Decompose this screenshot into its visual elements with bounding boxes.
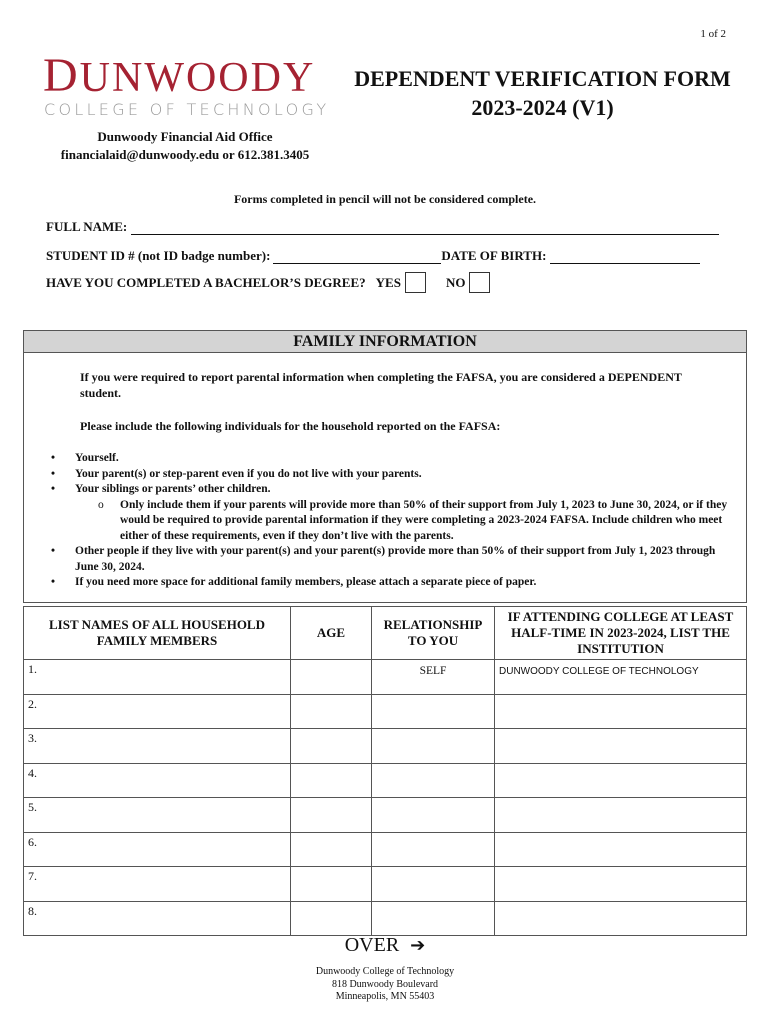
table-row [24, 798, 747, 833]
yes-label: YES [375, 274, 401, 290]
footer-address [0, 966, 770, 1004]
member-name-cell[interactable]: 3. [24, 729, 291, 764]
bachelor-row [46, 272, 490, 293]
family-information-section [23, 330, 747, 603]
member-institution-cell[interactable] [495, 694, 747, 729]
over-label [0, 934, 770, 957]
full-name-label: FULL NAME: [46, 219, 128, 234]
office-contact: financialaid@dunwoody.edu or 612.381.3405 [60, 147, 310, 162]
footer-line3: Minneapolis, MN 55403 [335, 991, 435, 1002]
member-age-cell[interactable] [291, 729, 372, 764]
member-age-cell[interactable] [291, 832, 372, 867]
table-row [24, 867, 747, 902]
member-name-cell[interactable]: 5. [24, 798, 291, 833]
full-name-field[interactable] [131, 220, 719, 235]
member-age-cell[interactable] [291, 867, 372, 902]
arrow-right-icon: ➔ [410, 935, 426, 956]
member-name-cell[interactable]: 4. [24, 763, 291, 798]
member-institution-cell[interactable] [495, 763, 747, 798]
bullet-more-space: • If you need more space for additional family members, please attach a separate piece of paper. [24, 575, 746, 591]
family-intro: If you were required to report parental information when completing the FAFSA, you are considered a DEPENDENT student. [80, 370, 682, 400]
table-row [24, 660, 747, 695]
office-name: Dunwoody Financial Aid Office [97, 129, 273, 144]
table-row [24, 729, 747, 764]
member-age-cell[interactable] [291, 798, 372, 833]
bullet-yourself: • Yourself. [24, 451, 746, 467]
table-header-row [24, 607, 747, 660]
member-name-cell[interactable]: 6. [24, 832, 291, 867]
form-title [340, 64, 745, 122]
member-age-cell[interactable] [291, 660, 372, 695]
member-age-cell[interactable] [291, 763, 372, 798]
yes-checkbox[interactable] [405, 272, 426, 293]
full-name-row [46, 219, 719, 235]
student-id-label: STUDENT ID # (not ID badge number): [46, 248, 271, 263]
table-row [24, 832, 747, 867]
member-institution-cell[interactable] [495, 832, 747, 867]
member-relationship-cell[interactable] [372, 867, 495, 902]
member-institution-cell[interactable]: DUNWOODY COLLEGE OF TECHNOLOGY [495, 660, 747, 695]
member-age-cell[interactable] [291, 694, 372, 729]
member-institution-cell[interactable] [495, 798, 747, 833]
member-institution-cell[interactable] [495, 729, 747, 764]
office-info [44, 128, 326, 164]
family-header: FAMILY INFORMATION [24, 331, 746, 353]
no-checkbox[interactable] [469, 272, 490, 293]
member-institution-cell[interactable] [495, 901, 747, 936]
bullet-parents: • Your parent(s) or step-parent even if you do not live with your parents. [24, 467, 746, 483]
member-relationship-cell[interactable] [372, 694, 495, 729]
col-names-header: LIST NAMES OF ALL HOUSEHOLD FAMILY MEMBERS [24, 607, 291, 660]
family-bullet-list [24, 451, 746, 591]
member-name-cell[interactable]: 2. [24, 694, 291, 729]
pencil-notice: Forms completed in pencil will not be considered complete. [233, 192, 537, 206]
dob-field[interactable] [550, 249, 700, 264]
family-include-note: Please include the following individuals for the household reported on the FAFSA: [80, 419, 501, 433]
member-age-cell[interactable] [291, 901, 372, 936]
sub-bullet-support: o Only include them if your parents will provide more than 50% of their support from July 1, 2023 to June 30, 2024, or if they would be required to provide parental information if they were completing a 2023-2024 FAFSA. Include children who meet either of these requirements, even if they don’t live with the parents. [24, 498, 746, 545]
col-age-header: AGE [291, 607, 372, 660]
col-institution-header: IF ATTENDING COLLEGE AT LEAST HALF-TIME IN 2023-2024, LIST THE INSTITUTION [495, 607, 747, 660]
form-title-line2: 2023-2024 (V1) [471, 95, 614, 120]
college-logo [43, 49, 316, 102]
footer-line2: 818 Dunwoody Boulevard [331, 978, 439, 990]
member-name-cell[interactable]: 7. [24, 867, 291, 902]
member-institution-cell[interactable] [495, 867, 747, 902]
logo-subtitle: COLLEGE OF TECHNOLOGY [44, 100, 330, 119]
footer-line1: Dunwoody College of Technology [315, 966, 455, 977]
no-label: NO [445, 274, 466, 290]
member-relationship-cell[interactable] [372, 729, 495, 764]
logo-rest: UNWOODY [79, 55, 316, 101]
member-relationship-cell[interactable]: SELF [372, 660, 495, 695]
member-relationship-cell[interactable] [372, 798, 495, 833]
col-relationship-header: RELATIONSHIP TO YOU [372, 607, 495, 660]
logo-first-letter: D [43, 49, 80, 102]
over-text: OVER [344, 934, 400, 956]
member-name-cell[interactable]: 8. [24, 901, 291, 936]
bachelor-label: HAVE YOU COMPLETED A BACHELOR’S DEGREE? [46, 274, 366, 290]
household-members-table [23, 606, 747, 936]
member-relationship-cell[interactable] [372, 832, 495, 867]
student-id-row [46, 248, 700, 264]
table-row [24, 901, 747, 936]
bullet-siblings: • Your siblings or parents’ other children. [24, 482, 746, 498]
table-row [24, 763, 747, 798]
table-row [24, 694, 747, 729]
student-id-field[interactable] [273, 249, 441, 264]
member-relationship-cell[interactable] [372, 901, 495, 936]
member-name-cell[interactable]: 1. [24, 660, 291, 695]
member-relationship-cell[interactable] [372, 763, 495, 798]
dob-label: DATE OF BIRTH: [441, 248, 547, 263]
bullet-other-people: • Other people if they live with your parent(s) and your parent(s) provide more than 50% of their support from July 1, 2023 through June 30, 2024. [24, 544, 746, 575]
form-title-line1: DEPENDENT VERIFICATION FORM [354, 66, 731, 91]
page-number: 1 of 2 [700, 28, 726, 40]
